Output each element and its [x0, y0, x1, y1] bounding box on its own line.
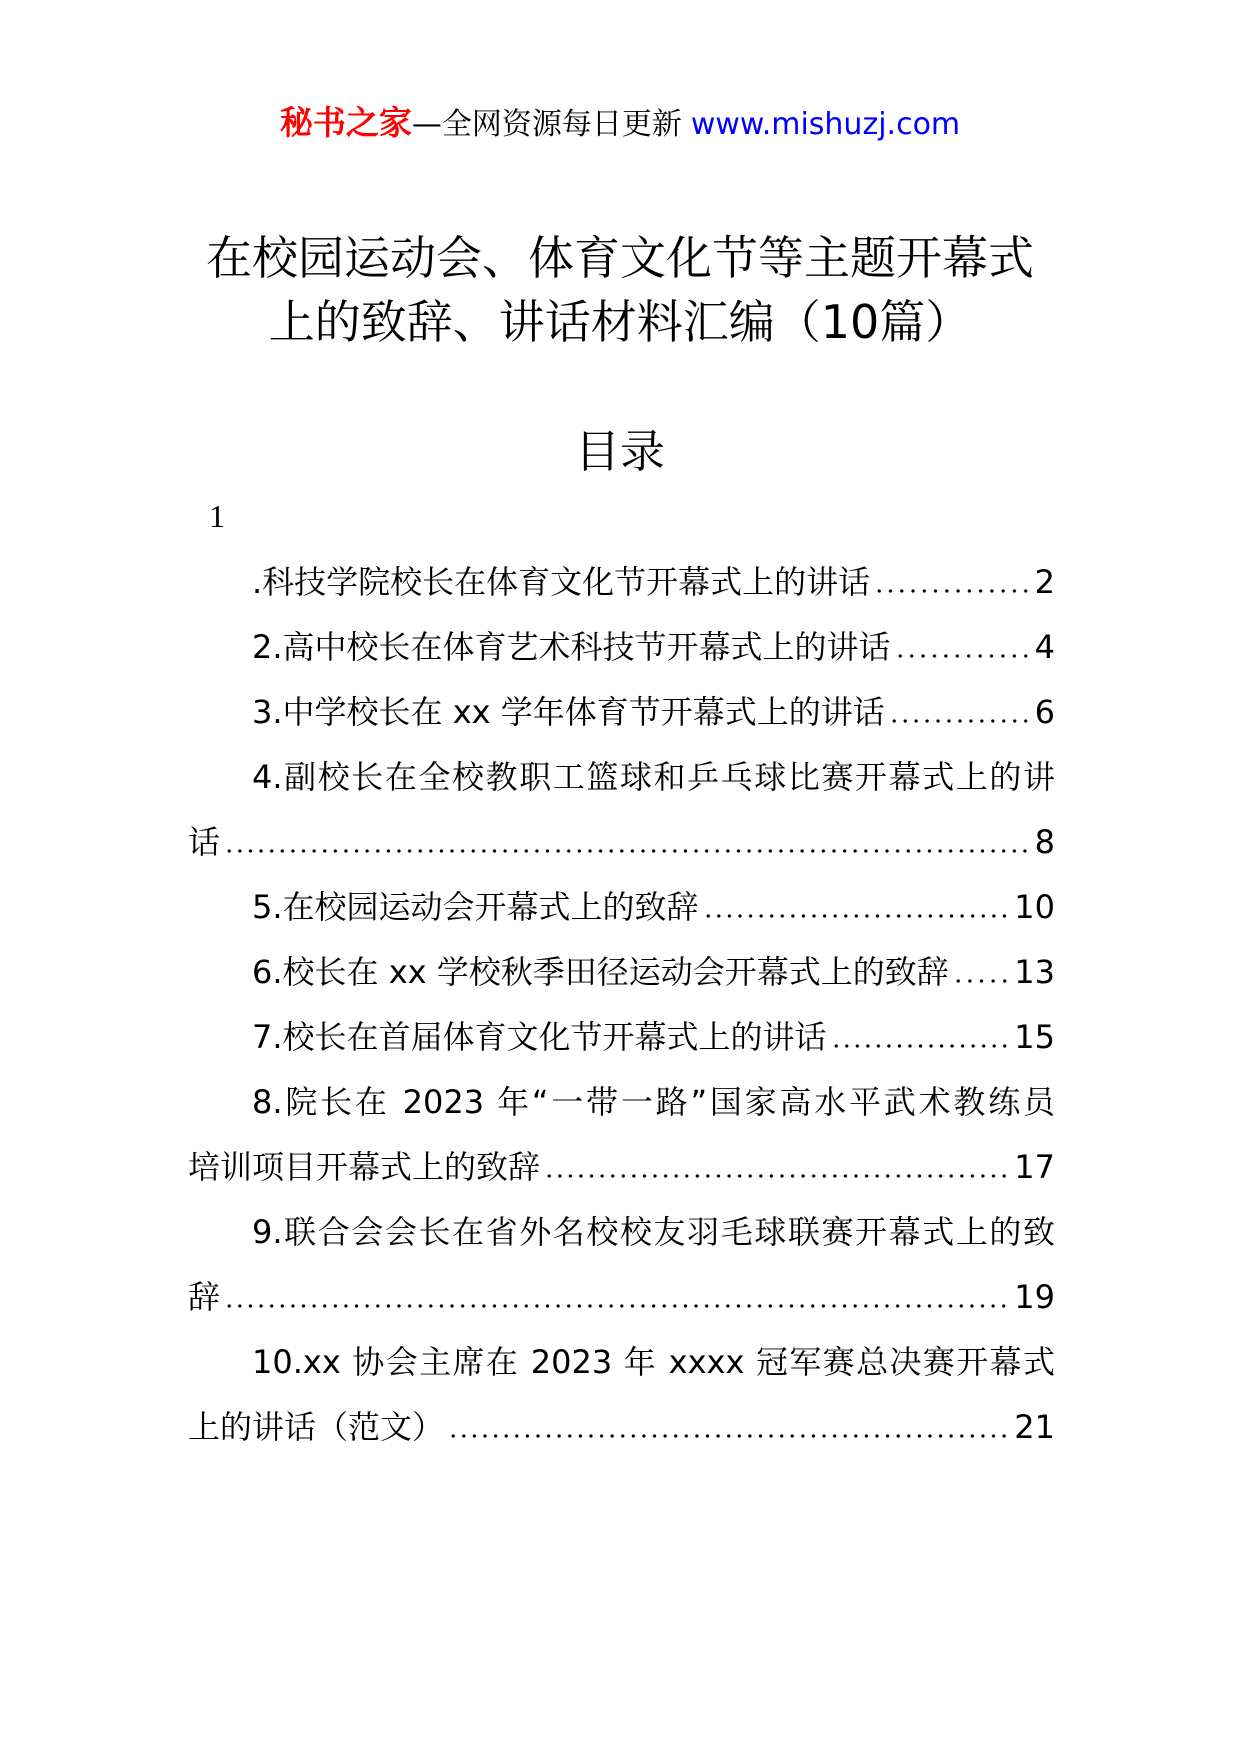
document-title — [0, 226, 1240, 354]
toc-entry[interactable] — [188, 1005, 1055, 1070]
toc-entry-title: 10.xx 协会主席在 2023 年 xxxx 冠军赛总决赛开幕式 — [252, 1343, 1055, 1381]
toc-leader-dots — [544, 1174, 1010, 1178]
toc-entry-line — [188, 1395, 1055, 1460]
toc-page-number: 2 — [1034, 563, 1055, 601]
toc-entry-title: 9.联合会会长在省外名校校友羽毛球联赛开幕式上的致 — [252, 1213, 1055, 1251]
toc-page-number: 21 — [1014, 1408, 1055, 1446]
toc-entry[interactable] — [188, 1200, 1055, 1330]
toc-entry[interactable] — [188, 745, 1055, 875]
toc-entry-line — [188, 1330, 1055, 1395]
toc-page-number: 17 — [1014, 1148, 1055, 1186]
toc-entry-title: 5.在校园运动会开幕式上的致辞 — [252, 888, 699, 926]
toc-entry-title-continuation: 培训项目开幕式上的致辞 — [188, 1148, 541, 1186]
toc-entry-title: 7.校长在首届体育文化节开幕式上的讲话 — [252, 1018, 827, 1056]
toc-entry-line — [188, 1265, 1055, 1330]
stray-list-number: 1 — [209, 498, 225, 534]
toc-leader-dots — [224, 1304, 1010, 1308]
toc-leader-dots — [448, 1434, 1010, 1438]
document-title-line-1: 在校园运动会、体育文化节等主题开幕式 — [206, 231, 1034, 285]
toc-entry[interactable] — [188, 1070, 1055, 1200]
toc-entry[interactable] — [188, 550, 1055, 615]
toc-leader-dots — [703, 914, 1011, 918]
toc-entry[interactable] — [188, 680, 1055, 745]
site-header — [0, 101, 1240, 151]
toc-entry-line — [188, 745, 1055, 810]
toc-leader-dots — [224, 849, 1031, 853]
toc-entry-line — [188, 810, 1055, 875]
toc-entry-title-continuation: 辞 — [188, 1278, 221, 1316]
toc-entry-title: 2.高中校长在体育艺术科技节开幕式上的讲话 — [252, 628, 891, 666]
toc-entry[interactable] — [188, 1330, 1055, 1460]
toc-entry[interactable] — [188, 615, 1055, 680]
toc-page-number: 10 — [1014, 888, 1055, 926]
toc-page-number: 6 — [1034, 693, 1055, 731]
toc-entry-title: 6.校长在 xx 学校秋季田径运动会开幕式上的致辞 — [252, 953, 949, 991]
toc-page-number: 15 — [1014, 1018, 1055, 1056]
toc-leader-dots — [874, 589, 1030, 593]
toc-leader-dots — [831, 1044, 1011, 1048]
toc-leader-dots — [895, 654, 1031, 658]
document-title-line-2: 上的致辞、讲话材料汇编（10篇） — [268, 295, 972, 349]
toc-entry[interactable] — [188, 875, 1055, 940]
toc-entry-title: 8.院长在 2023 年“一带一路”国家高水平武术教练员 — [252, 1083, 1055, 1121]
toc-page-number: 8 — [1034, 823, 1055, 861]
toc-entry[interactable] — [188, 940, 1055, 1005]
toc-page-number: 4 — [1034, 628, 1055, 666]
table-of-contents — [188, 550, 1055, 1460]
toc-leader-dots — [953, 979, 1011, 983]
site-tagline: —全网资源每日更新 — [411, 107, 682, 142]
toc-entry-title: 4.副校长在全校教职工篮球和乒乓球比赛开幕式上的讲 — [252, 758, 1055, 796]
toc-entry-line — [188, 1200, 1055, 1265]
toc-entry-line — [188, 1135, 1055, 1200]
toc-entry-title: 3.中学校长在 xx 学年体育节开幕式上的讲话 — [252, 693, 885, 731]
toc-entry-title-continuation: 话 — [188, 823, 221, 861]
site-brand: 秘书之家 — [279, 103, 412, 142]
toc-page-number: 19 — [1014, 1278, 1055, 1316]
toc-entry-line — [188, 1070, 1055, 1135]
toc-page-number: 13 — [1014, 953, 1055, 991]
toc-entry-title: .科技学院校长在体育文化节开幕式上的讲话 — [252, 563, 871, 601]
toc-entry-title-continuation: 上的讲话（范文） — [188, 1408, 445, 1446]
toc-leader-dots — [889, 719, 1031, 723]
toc-heading: 目录 — [574, 425, 665, 478]
site-url-link[interactable]: www.mishuzj.com — [690, 107, 961, 142]
